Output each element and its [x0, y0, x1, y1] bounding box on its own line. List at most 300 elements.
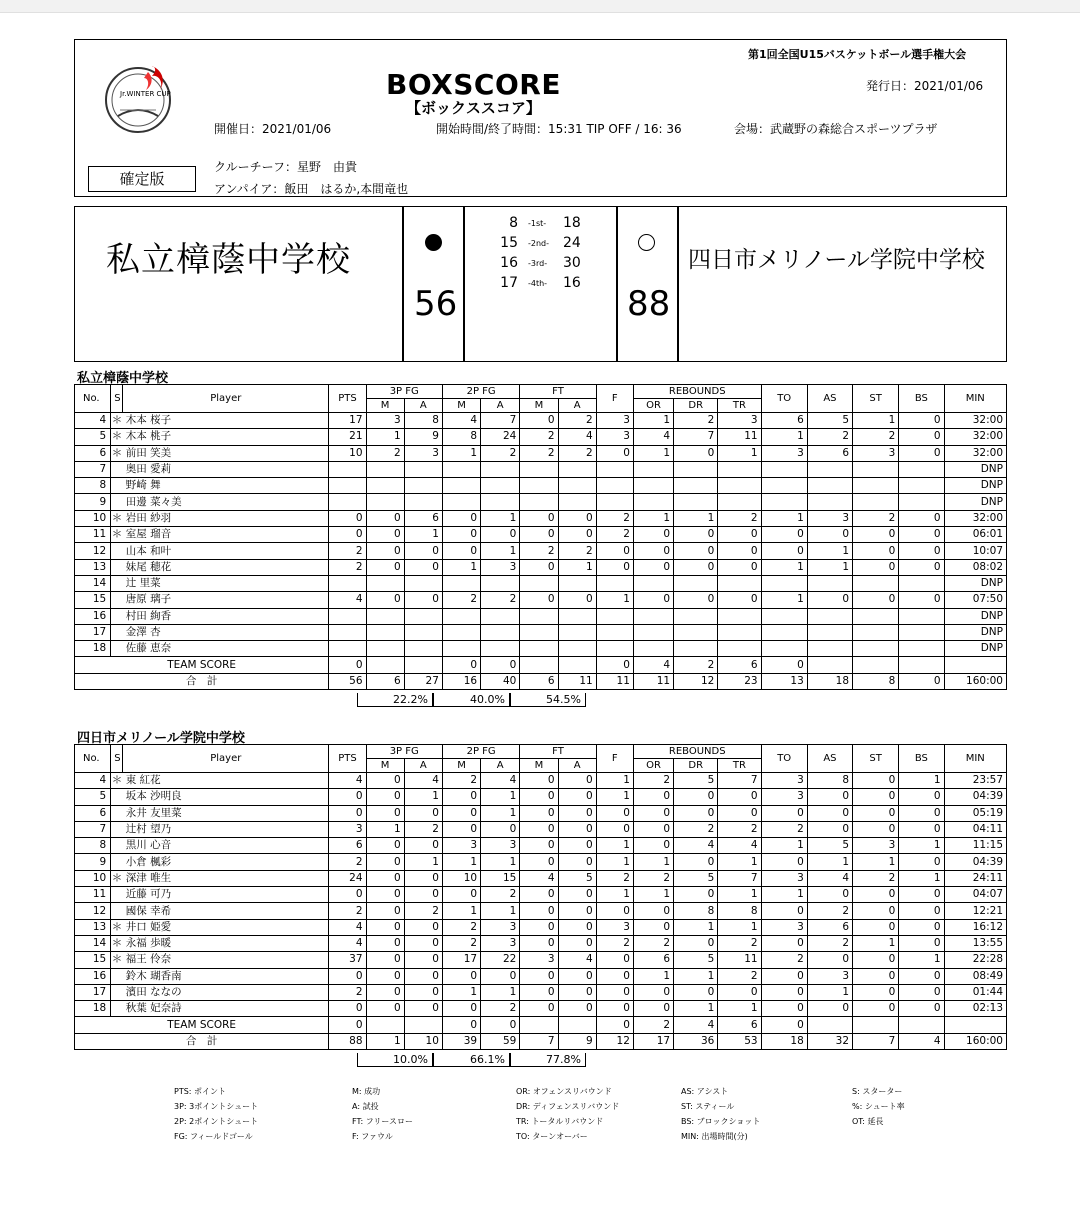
stat-cell	[404, 624, 442, 640]
stat-cell: 1	[853, 413, 899, 429]
jr-winter-cup-logo	[100, 56, 180, 136]
stat-cell: 0	[633, 984, 673, 1000]
total-row	[75, 1033, 1007, 1049]
stat-cell: 1	[366, 821, 404, 837]
stat-cell: 0	[329, 805, 366, 821]
stat-cell	[366, 657, 404, 673]
stat-cell: 1	[633, 887, 673, 903]
stat-cell	[899, 494, 944, 510]
stat-cell: 4	[329, 592, 366, 608]
player-name: 小倉 楓彩	[123, 854, 329, 870]
stat-cell	[329, 624, 366, 640]
stat-cell: 0	[404, 838, 442, 854]
stat-cell: 0	[442, 657, 480, 673]
stat-cell: 3	[481, 935, 520, 951]
stat-cell: 2	[442, 919, 480, 935]
stat-cell: 8	[674, 903, 718, 919]
stat-cell	[442, 478, 480, 494]
stat-cell: 0	[899, 1001, 944, 1017]
stat-cell	[807, 624, 852, 640]
stat-cell	[761, 461, 807, 477]
player-number: 7	[75, 821, 111, 837]
stat-cell: 5	[558, 870, 596, 886]
stat-cell: 2	[329, 559, 366, 575]
stat-cell: 12	[596, 1033, 633, 1049]
stat-cell: 0	[899, 673, 944, 689]
player-number: 13	[75, 919, 111, 935]
stat-cell	[853, 624, 899, 640]
stat-cell	[718, 494, 761, 510]
stat-cell	[481, 575, 520, 591]
stat-cell: 3	[761, 445, 807, 461]
stat-cell: 0	[442, 789, 480, 805]
player-number: 15	[75, 592, 111, 608]
stat-cell: 32:00	[944, 510, 1007, 526]
starter-mark	[111, 575, 123, 591]
col-st: ST	[853, 385, 899, 413]
stat-cell: 2	[558, 413, 596, 429]
stat-cell	[807, 1017, 852, 1033]
stat-cell: 0	[404, 935, 442, 951]
legend-item: BS: ブロックショット	[681, 1117, 761, 1126]
stat-cell: 07:50	[944, 592, 1007, 608]
stat-cell: 1	[596, 592, 633, 608]
stat-cell: 0	[596, 903, 633, 919]
stat-cell	[329, 461, 366, 477]
stat-cell: 0	[853, 821, 899, 837]
stat-cell: 18	[807, 673, 852, 689]
stat-cell: 2	[633, 870, 673, 886]
stat-cell: 4	[674, 838, 718, 854]
stat-cell: 8	[442, 429, 480, 445]
legend-item: PTS: ポイント	[174, 1087, 227, 1096]
legend-item: 2P: 2ポイントシュート	[174, 1117, 259, 1126]
stat-cell: 0	[899, 543, 944, 559]
stat-cell: 22:28	[944, 952, 1007, 968]
stat-cell: 0	[899, 805, 944, 821]
total-label: 合 計	[75, 1033, 329, 1049]
starter-mark: ＊	[111, 935, 123, 951]
stat-cell: 0	[674, 805, 718, 821]
stat-cell: 4	[329, 919, 366, 935]
stat-cell	[761, 608, 807, 624]
stat-cell: 0	[520, 854, 558, 870]
player-name: 鈴木 瑚香南	[123, 968, 329, 984]
player-name: 黒川 心音	[123, 838, 329, 854]
col-tr: TR	[718, 759, 761, 773]
stat-cell: 0	[404, 952, 442, 968]
stat-cell: 1	[481, 854, 520, 870]
stat-cell: 1	[761, 887, 807, 903]
stat-cell: 3	[404, 445, 442, 461]
col-or: OR	[633, 759, 673, 773]
starter-mark: ＊	[111, 445, 123, 461]
stat-cell: 1	[674, 1001, 718, 1017]
stat-cell	[674, 478, 718, 494]
stat-cell: 0	[481, 657, 520, 673]
stat-cell: 6	[633, 952, 673, 968]
stat-cell: 1	[899, 870, 944, 886]
stat-cell: 0	[633, 559, 673, 575]
stat-cell: 2	[633, 773, 673, 789]
stat-cell	[761, 641, 807, 657]
stat-cell: 2	[633, 935, 673, 951]
stat-cell: 32:00	[944, 445, 1007, 461]
stat-cell: 1	[718, 854, 761, 870]
stat-cell: 1	[442, 445, 480, 461]
stat-cell	[633, 494, 673, 510]
stat-cell: 0	[442, 821, 480, 837]
stat-cell: 13:55	[944, 935, 1007, 951]
team-b-score: 88	[627, 284, 671, 324]
stat-cell: 0	[366, 887, 404, 903]
stat-cell: DNP	[944, 494, 1007, 510]
stat-cell: 0	[853, 984, 899, 1000]
stat-cell: 2	[329, 903, 366, 919]
col-to: TO	[761, 385, 807, 413]
stat-cell: 0	[558, 592, 596, 608]
player-number: 12	[75, 543, 111, 559]
stat-cell	[481, 624, 520, 640]
stat-cell: 4	[329, 773, 366, 789]
stat-cell: 4	[404, 773, 442, 789]
stat-cell: 2	[674, 821, 718, 837]
stat-cell: 0	[633, 805, 673, 821]
legend-item: MIN: 出場時間(分)	[681, 1132, 748, 1141]
stat-cell: 0	[520, 805, 558, 821]
player-number: 18	[75, 641, 111, 657]
player-name: 永福 歩暖	[123, 935, 329, 951]
stat-cell	[329, 494, 366, 510]
stat-cell	[596, 478, 633, 494]
stat-cell: 0	[761, 1017, 807, 1033]
stat-cell: 0	[596, 968, 633, 984]
divider	[616, 206, 618, 362]
stat-cell: 0	[366, 773, 404, 789]
stat-cell: 0	[404, 870, 442, 886]
stat-cell: 0	[404, 1001, 442, 1017]
legend-item: OR: オフェンスリバウンド	[516, 1087, 612, 1096]
stat-cell: 0	[329, 657, 366, 673]
stat-cell: 4	[633, 657, 673, 673]
stat-cell: 2	[718, 968, 761, 984]
legend-item: AS: アシスト	[681, 1087, 729, 1096]
stat-cell: 2	[329, 543, 366, 559]
stat-cell: 0	[558, 854, 596, 870]
stat-cell: 2	[404, 821, 442, 837]
stat-cell: 0	[853, 887, 899, 903]
col-pts: PTS	[329, 385, 366, 413]
stat-cell: 3	[481, 919, 520, 935]
team-score-row	[75, 1017, 1007, 1033]
stat-cell: 5	[807, 413, 852, 429]
player-row	[75, 494, 1007, 510]
player-number: 10	[75, 870, 111, 886]
player-name: 田邊 菜々美	[123, 494, 329, 510]
stat-cell: 0	[718, 559, 761, 575]
stat-cell	[329, 608, 366, 624]
player-number: 10	[75, 510, 111, 526]
stat-cell: 0	[520, 887, 558, 903]
stat-cell: 0	[596, 559, 633, 575]
stat-cell: 16:12	[944, 919, 1007, 935]
stat-cell	[558, 624, 596, 640]
stat-cell: 37	[329, 952, 366, 968]
col-player: Player	[123, 385, 329, 413]
starter-mark	[111, 789, 123, 805]
stat-cell: 1	[899, 952, 944, 968]
legend-item: S: スターター	[852, 1087, 903, 1096]
stat-cell: 1	[633, 413, 673, 429]
stat-cell: 0	[558, 968, 596, 984]
stat-cell: DNP	[944, 461, 1007, 477]
player-row	[75, 854, 1007, 870]
col-attempts: A	[558, 759, 596, 773]
stat-cell: 1	[442, 903, 480, 919]
player-number: 14	[75, 575, 111, 591]
player-row	[75, 527, 1007, 543]
stat-cell	[442, 575, 480, 591]
stat-cell: 0	[807, 592, 852, 608]
stat-cell: 2	[718, 935, 761, 951]
legend-col-5	[852, 1084, 905, 1129]
stat-cell: 2	[442, 935, 480, 951]
player-row	[75, 870, 1007, 886]
stat-cell	[944, 657, 1007, 673]
stat-cell: 0	[558, 773, 596, 789]
player-name: 辻 里菜	[123, 575, 329, 591]
stat-cell	[596, 461, 633, 477]
stat-cell: 8	[853, 673, 899, 689]
stat-cell: 0	[596, 543, 633, 559]
player-row	[75, 805, 1007, 821]
stat-cell: 0	[366, 527, 404, 543]
starter-mark	[111, 461, 123, 477]
stat-cell	[596, 641, 633, 657]
stat-cell	[674, 624, 718, 640]
stat-cell: 59	[481, 1033, 520, 1049]
quarter-label: -1st-	[528, 219, 547, 228]
stat-cell: 0	[520, 773, 558, 789]
stat-cell: 0	[633, 527, 673, 543]
stat-cell	[761, 575, 807, 591]
stat-cell	[853, 494, 899, 510]
stat-cell: 6	[404, 510, 442, 526]
player-name: 金澤 杏	[123, 624, 329, 640]
stat-cell: 0	[633, 543, 673, 559]
player-number: 6	[75, 805, 111, 821]
viewer-top-bar	[0, 0, 1080, 13]
starter-mark	[111, 592, 123, 608]
stat-cell: 2	[596, 870, 633, 886]
player-name: 坂本 沙明良	[123, 789, 329, 805]
stat-cell: 1	[442, 984, 480, 1000]
quarter-b: 18	[563, 215, 581, 231]
stat-cell	[596, 608, 633, 624]
player-name: 木本 桜子	[123, 413, 329, 429]
quarter-label: -3rd-	[528, 259, 548, 268]
stat-cell: 2	[520, 429, 558, 445]
stat-cell: 0	[899, 919, 944, 935]
stat-cell: 6	[718, 1017, 761, 1033]
stat-cell: 10	[442, 870, 480, 886]
player-number: 5	[75, 789, 111, 805]
stat-cell: 24	[329, 870, 366, 886]
player-row	[75, 592, 1007, 608]
stat-cell	[718, 624, 761, 640]
stat-cell: 0	[674, 543, 718, 559]
venue: 会場：武蔵野の森総合スポーツプラザ	[734, 122, 938, 136]
stat-cell	[899, 624, 944, 640]
stat-cell: 0	[366, 903, 404, 919]
player-number: 4	[75, 773, 111, 789]
player-number: 11	[75, 527, 111, 543]
starter-mark	[111, 903, 123, 919]
starter-mark: ＊	[111, 919, 123, 935]
stat-cell: 0	[596, 445, 633, 461]
player-row	[75, 935, 1007, 951]
stat-cell: 6	[807, 445, 852, 461]
stat-cell: 0	[899, 559, 944, 575]
stat-cell	[674, 641, 718, 657]
stat-cell: 0	[633, 903, 673, 919]
stat-cell	[558, 608, 596, 624]
stat-cell: 0	[853, 773, 899, 789]
stat-cell: 4	[481, 773, 520, 789]
stat-cell: 0	[366, 559, 404, 575]
stat-cell: 1	[718, 887, 761, 903]
stat-cell: 4	[718, 838, 761, 854]
stat-cell: 160:00	[944, 673, 1007, 689]
stat-cell: 23	[718, 673, 761, 689]
col-made: M	[366, 399, 404, 413]
col-made: M	[442, 399, 480, 413]
stat-cell: 0	[674, 527, 718, 543]
legend-item: TO: ターンオーバー	[516, 1132, 588, 1141]
page-subtitle: 【ボックススコア】	[406, 99, 541, 117]
stat-cell	[761, 624, 807, 640]
total-row	[75, 673, 1007, 689]
stat-cell: 0	[366, 805, 404, 821]
stat-cell	[558, 657, 596, 673]
stat-cell: 6	[366, 673, 404, 689]
stat-cell: 1	[853, 854, 899, 870]
stat-cell: 4	[807, 870, 852, 886]
stat-cell: 4	[633, 429, 673, 445]
stat-cell: 1	[596, 838, 633, 854]
stat-cell: 3	[596, 429, 633, 445]
player-row	[75, 984, 1007, 1000]
stat-cell: 3	[481, 559, 520, 575]
starter-mark	[111, 887, 123, 903]
player-row	[75, 559, 1007, 575]
stat-cell	[558, 575, 596, 591]
stat-cell: 7	[481, 413, 520, 429]
stat-cell: 3	[481, 838, 520, 854]
stat-cell	[899, 657, 944, 673]
stat-cell: 2	[558, 543, 596, 559]
stat-cell: 0	[404, 984, 442, 1000]
stat-cell: 0	[761, 935, 807, 951]
quarter-label: -4th-	[528, 279, 548, 288]
stat-cell	[520, 494, 558, 510]
stat-cell	[520, 461, 558, 477]
stat-cell: 1	[442, 559, 480, 575]
player-name: 深津 唯生	[123, 870, 329, 886]
stat-cell	[520, 478, 558, 494]
stat-cell: 2	[481, 445, 520, 461]
col-min: MIN	[944, 385, 1007, 413]
stat-cell: 0	[558, 821, 596, 837]
stat-cell	[853, 478, 899, 494]
player-number: 5	[75, 429, 111, 445]
stat-cell	[329, 641, 366, 657]
stat-cell: 2	[366, 445, 404, 461]
player-row	[75, 887, 1007, 903]
stat-cell: 11	[596, 673, 633, 689]
stat-cell	[853, 461, 899, 477]
player-name: 室屋 瑠音	[123, 527, 329, 543]
stat-cell: 1	[899, 773, 944, 789]
stat-cell: 0	[366, 968, 404, 984]
player-row	[75, 429, 1007, 445]
divider	[402, 206, 404, 362]
stat-cell: 0	[329, 1001, 366, 1017]
stat-cell: 0	[366, 510, 404, 526]
stat-cell: 0	[718, 527, 761, 543]
stat-cell: 12	[674, 673, 718, 689]
stat-cell: 0	[899, 429, 944, 445]
stat-cell	[366, 608, 404, 624]
starter-mark	[111, 494, 123, 510]
stat-cell: 7	[718, 773, 761, 789]
player-name: 岩田 紗羽	[123, 510, 329, 526]
stat-cell: 4	[558, 952, 596, 968]
stat-cell: 0	[718, 789, 761, 805]
stat-cell: 0	[442, 510, 480, 526]
col-2pfg: 2P FG	[442, 385, 519, 399]
stat-cell: 0	[761, 903, 807, 919]
player-name: 秋葉 妃奈詩	[123, 1001, 329, 1017]
stat-cell	[481, 494, 520, 510]
stat-cell: 08:49	[944, 968, 1007, 984]
stat-cell: 0	[633, 838, 673, 854]
stat-cell: DNP	[944, 478, 1007, 494]
stat-cell: 0	[481, 821, 520, 837]
stat-cell: 2	[596, 935, 633, 951]
stat-cell: 0	[366, 870, 404, 886]
stat-cell: 2	[633, 1017, 673, 1033]
stat-cell: 0	[853, 919, 899, 935]
legend-col-1	[174, 1084, 258, 1144]
player-row	[75, 789, 1007, 805]
stat-cell: 0	[558, 838, 596, 854]
player-number: 16	[75, 968, 111, 984]
stat-cell: DNP	[944, 608, 1007, 624]
stat-cell: 23:57	[944, 773, 1007, 789]
stat-cell: 7	[853, 1033, 899, 1049]
stat-cell: 1	[633, 445, 673, 461]
player-number: 17	[75, 624, 111, 640]
stat-cell: 0	[520, 935, 558, 951]
stat-cell: 32	[807, 1033, 852, 1049]
stat-cell: 2	[520, 445, 558, 461]
stat-cell: 0	[674, 984, 718, 1000]
stat-cell: 2	[442, 773, 480, 789]
stat-cell: 0	[807, 527, 852, 543]
quarter-row	[490, 215, 590, 235]
player-number: 11	[75, 887, 111, 903]
